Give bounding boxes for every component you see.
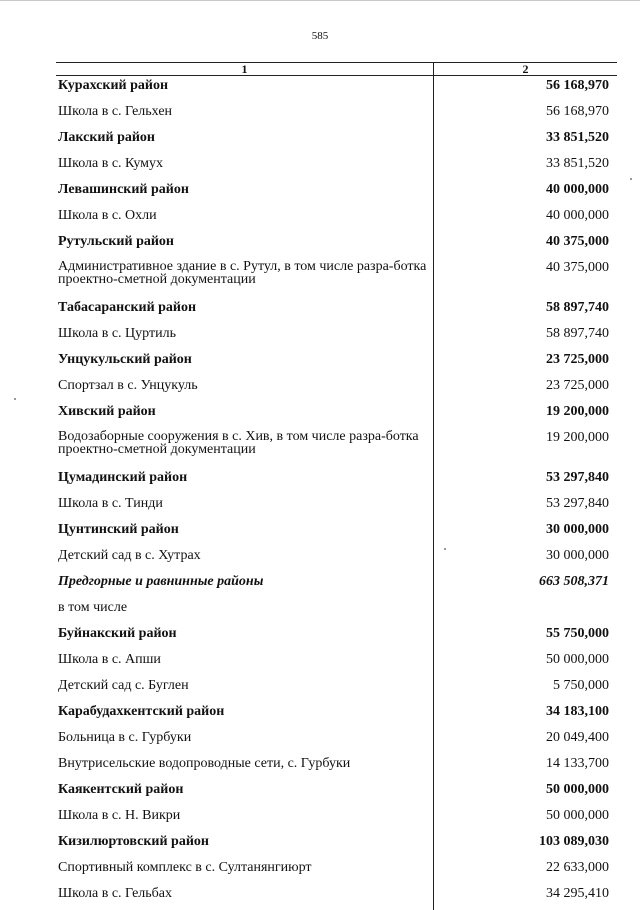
row-label: Предгорные и равнинные районы [56, 572, 434, 598]
table-row [56, 832, 617, 858]
table-row [56, 520, 617, 546]
page-number: 585 [0, 30, 640, 42]
row-amount: 40 375,000 [434, 232, 618, 258]
row-amount [434, 598, 618, 624]
row-label: Административное здание в с. Рутул, в том числе разра-ботка проектно-сметной документации [56, 258, 434, 298]
table-row [56, 494, 617, 520]
table-row [56, 350, 617, 376]
table-row [56, 180, 617, 206]
table-row [56, 402, 617, 428]
row-label: в том числе [56, 598, 434, 624]
table-header-row [56, 63, 617, 76]
column-header-1: 1 [56, 63, 434, 76]
row-amount: 33 851,520 [434, 154, 618, 180]
row-label: Школа в с. Кумух [56, 154, 434, 180]
row-amount: 50 000,000 [434, 780, 618, 806]
row-label: Лакский район [56, 128, 434, 154]
row-label: Цумадинский район [56, 468, 434, 494]
table-body [56, 76, 617, 910]
table-row [56, 232, 617, 258]
row-label: Школа в с. Охли [56, 206, 434, 232]
row-amount: 5 750,000 [434, 676, 618, 702]
row-amount: 30 000,000 [434, 546, 618, 572]
row-amount: 53 297,840 [434, 468, 618, 494]
row-label: Цунтинский район [56, 520, 434, 546]
row-amount: 23 725,000 [434, 350, 618, 376]
row-label: Больница в с. Гурбуки [56, 728, 434, 754]
scan-speck [630, 178, 632, 180]
row-amount: 19 200,000 [434, 428, 618, 468]
row-label: Кизилюртовский район [56, 832, 434, 858]
row-label: Школа в с. Гельхен [56, 102, 434, 128]
table-row [56, 76, 617, 103]
table-row [56, 572, 617, 598]
row-amount: 40 000,000 [434, 180, 618, 206]
row-label: Каякентский район [56, 780, 434, 806]
row-amount: 20 049,400 [434, 728, 618, 754]
row-label: Спортивный комплекс в с. Султанянгиюрт [56, 858, 434, 884]
row-label: Школа в с. Н. Викри [56, 806, 434, 832]
table-row [56, 624, 617, 650]
row-amount: 34 183,100 [434, 702, 618, 728]
row-amount: 55 750,000 [434, 624, 618, 650]
scan-speck [444, 548, 446, 550]
table-row [56, 376, 617, 402]
table-row [56, 702, 617, 728]
row-amount: 30 000,000 [434, 520, 618, 546]
row-label: Школа в с. Тинди [56, 494, 434, 520]
row-amount: 40 000,000 [434, 206, 618, 232]
row-label: Школа в с. Апши [56, 650, 434, 676]
budget-table [56, 62, 617, 910]
table-row [56, 858, 617, 884]
table-row [56, 468, 617, 494]
row-label: Водозаборные сооружения в с. Хив, в том числе разра-ботка проектно-сметной документации [56, 428, 434, 468]
table-row [56, 598, 617, 624]
table-row [56, 884, 617, 910]
row-label: Буйнакский район [56, 624, 434, 650]
row-amount: 19 200,000 [434, 402, 618, 428]
row-label: Курахский район [56, 76, 434, 103]
row-amount: 23 725,000 [434, 376, 618, 402]
table-row [56, 102, 617, 128]
row-amount: 22 633,000 [434, 858, 618, 884]
row-label: Детский сад с. Буглен [56, 676, 434, 702]
table-row [56, 546, 617, 572]
row-label: Левашинский район [56, 180, 434, 206]
table-row [56, 154, 617, 180]
row-amount: 663 508,371 [434, 572, 618, 598]
row-amount: 14 133,700 [434, 754, 618, 780]
row-amount: 50 000,000 [434, 806, 618, 832]
scan-speck [14, 398, 16, 400]
table-row [56, 728, 617, 754]
table-row [56, 676, 617, 702]
row-amount: 40 375,000 [434, 258, 618, 298]
row-amount: 56 168,970 [434, 76, 618, 103]
row-label: Внутрисельские водопроводные сети, с. Гурбуки [56, 754, 434, 780]
table-row [56, 128, 617, 154]
row-amount: 58 897,740 [434, 324, 618, 350]
row-amount: 56 168,970 [434, 102, 618, 128]
table-row [56, 780, 617, 806]
row-amount: 103 089,030 [434, 832, 618, 858]
row-label: Хивский район [56, 402, 434, 428]
row-amount: 34 295,410 [434, 884, 618, 910]
row-amount: 58 897,740 [434, 298, 618, 324]
table-row [56, 806, 617, 832]
table-row [56, 298, 617, 324]
row-label: Школа в с. Цуртиль [56, 324, 434, 350]
row-amount: 33 851,520 [434, 128, 618, 154]
column-header-2: 2 [434, 63, 618, 76]
table-row [56, 258, 617, 298]
table-row [56, 206, 617, 232]
row-label: Спортзал в с. Унцукуль [56, 376, 434, 402]
row-label: Детский сад в с. Хутрах [56, 546, 434, 572]
table-row [56, 324, 617, 350]
row-label: Унцукульский район [56, 350, 434, 376]
row-label: Карабудахкентский район [56, 702, 434, 728]
table-row [56, 428, 617, 468]
row-label: Рутульский район [56, 232, 434, 258]
table-row [56, 754, 617, 780]
row-amount: 53 297,840 [434, 494, 618, 520]
table-row [56, 650, 617, 676]
row-amount: 50 000,000 [434, 650, 618, 676]
top-border-line [0, 0, 640, 1]
row-label: Табасаранский район [56, 298, 434, 324]
row-label: Школа в с. Гельбах [56, 884, 434, 910]
